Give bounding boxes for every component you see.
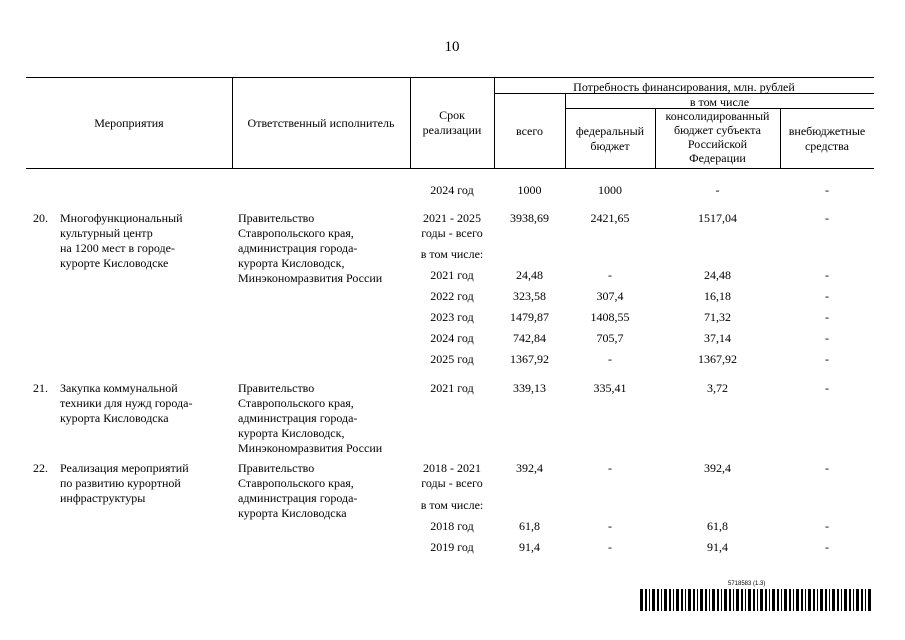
barcode-bar xyxy=(741,589,743,611)
cell-federal: - xyxy=(608,540,612,554)
header-term-1: Срок xyxy=(439,108,465,122)
cell-extra: - xyxy=(825,461,829,475)
barcode-bar xyxy=(781,589,782,611)
item-number: 20. xyxy=(33,211,48,225)
barcode xyxy=(640,589,875,611)
item-name-line: Закупка коммунальной xyxy=(60,381,178,395)
header-federal-1: федеральный xyxy=(575,124,645,138)
barcode-bar xyxy=(789,589,791,611)
barcode-bar xyxy=(849,589,851,611)
cell-extra: - xyxy=(825,519,829,533)
page-number: 10 xyxy=(444,39,460,55)
barcode-bar xyxy=(664,589,667,611)
barcode-bar xyxy=(832,589,835,611)
executor-line: Правительство xyxy=(238,381,315,395)
item-number: 21. xyxy=(33,381,48,395)
barcode-bar xyxy=(736,589,739,611)
barcode-bar xyxy=(673,589,674,611)
cell-year: 2023 год xyxy=(430,310,474,324)
barcode-bar xyxy=(829,589,830,611)
cell-total: 3938,69 xyxy=(510,211,549,225)
cell-year: 2024 год xyxy=(430,331,474,345)
barcode-bar xyxy=(808,589,811,611)
barcode-bar xyxy=(825,589,827,611)
barcode-bar xyxy=(861,589,863,611)
header-consolidated-1: консолидированный xyxy=(665,109,770,123)
executor-line: Минэкономразвития России xyxy=(238,441,383,455)
barcode-bar xyxy=(757,589,758,611)
barcode-bar xyxy=(772,589,775,611)
barcode-bar xyxy=(685,589,686,611)
executor-line: администрация города- xyxy=(238,411,358,425)
cell-consolidated: 91,4 xyxy=(707,540,728,554)
cell-federal: - xyxy=(608,268,612,282)
header-consolidated-3: Российской xyxy=(687,137,748,151)
header-total: всего xyxy=(515,124,544,138)
barcode-bar xyxy=(801,589,803,611)
cell-extra: - xyxy=(825,289,829,303)
cell-consolidated: 61,8 xyxy=(707,519,728,533)
item-name-line: Реализация мероприятий xyxy=(60,461,189,475)
cell-consolidated: 1367,92 xyxy=(698,352,737,366)
executor-line: Ставропольского края, xyxy=(238,396,354,410)
executor-line: администрация города- xyxy=(238,491,358,505)
barcode-bar xyxy=(844,589,847,611)
cell-consolidated: 24,48 xyxy=(704,268,731,282)
cell-federal: - xyxy=(608,519,612,533)
cell-total: 91,4 xyxy=(519,540,540,554)
barcode-bar xyxy=(676,589,679,611)
cell-extra: - xyxy=(825,331,829,345)
barcode-label: 5718583 (1.3) xyxy=(728,581,766,587)
cell-consolidated: 16,18 xyxy=(704,289,731,303)
cell-consolidated: 1517,04 xyxy=(698,211,737,225)
barcode-bar xyxy=(645,589,647,611)
cell-year: 2018 год xyxy=(430,519,474,533)
including-label: в том числе: xyxy=(420,498,484,512)
barcode-bar xyxy=(841,589,842,611)
barcode-bar xyxy=(765,589,767,611)
including-label: в том числе: xyxy=(420,247,484,261)
barcode-bar xyxy=(729,589,731,611)
cell-total: 61,8 xyxy=(519,519,540,533)
barcode-bar xyxy=(724,589,727,611)
barcode-bar xyxy=(700,589,703,611)
barcode-bar xyxy=(760,589,763,611)
barcode-bar xyxy=(784,589,787,611)
cell-total: 392,4 xyxy=(516,461,543,475)
executor-line: Ставропольского края, xyxy=(238,226,354,240)
item-name-line: инфраструктуры xyxy=(60,491,146,505)
executor-line: курорта Кисловодска xyxy=(238,506,347,520)
period-line: 2021 - 2025 xyxy=(423,211,481,225)
barcode-bar xyxy=(681,589,683,611)
barcode-bar xyxy=(661,589,662,611)
cell-federal: 335,41 xyxy=(593,381,627,395)
item-name-line: курорте Кисловодске xyxy=(60,256,169,270)
cell-federal: 705,7 xyxy=(596,331,624,345)
cell-year: 2019 год xyxy=(430,540,474,554)
executor-line: Правительство xyxy=(238,211,315,225)
barcode-bar xyxy=(769,589,770,611)
cell-consolidated: 71,32 xyxy=(704,310,731,324)
cell-extra: - xyxy=(825,183,829,197)
barcode-bar xyxy=(705,589,707,611)
cell-extra: - xyxy=(825,211,829,225)
item-number: 22. xyxy=(33,461,48,475)
barcode-bar xyxy=(717,589,719,611)
header-extrabudget-1: внебюджетные xyxy=(788,124,866,138)
barcode-bar xyxy=(693,589,695,611)
cell-federal: 1000 xyxy=(598,183,622,197)
cell-year: 2025 год xyxy=(430,352,474,366)
header-funding-title: Потребность финансирования, млн. рублей xyxy=(573,80,795,94)
barcode-bar xyxy=(688,589,691,611)
item-name-line: по развитию курортной xyxy=(60,476,181,490)
barcode-bar xyxy=(820,589,823,611)
cell-extra: - xyxy=(825,268,829,282)
cell-federal: - xyxy=(608,352,612,366)
barcode-bar xyxy=(796,589,799,611)
header-consolidated-4: Федерации xyxy=(689,151,746,165)
item-name-line: курорта Кисловодска xyxy=(60,411,169,425)
cell-consolidated: - xyxy=(715,183,720,197)
executor-line: Минэкономразвития России xyxy=(238,271,383,285)
cell-extra: - xyxy=(825,381,829,395)
cell-federal: 2421,65 xyxy=(590,211,630,225)
cell-total: 742,84 xyxy=(513,331,546,345)
cell-year: 2022 год xyxy=(430,289,474,303)
header-executor: Ответственный исполнитель xyxy=(247,116,395,130)
item-name-line: Многофункциональный xyxy=(60,211,183,225)
cell-total: 24,48 xyxy=(516,268,543,282)
barcode-bar xyxy=(712,589,715,611)
barcode-bar xyxy=(640,589,643,611)
barcode-bar xyxy=(805,589,806,611)
header-extrabudget-2: средства xyxy=(804,139,849,153)
header-consolidated-2: бюджет субъекта xyxy=(673,123,761,137)
item-name-line: культурный центр xyxy=(60,226,153,240)
item-name-line: техники для нужд города- xyxy=(60,396,193,410)
barcode-bar xyxy=(657,589,659,611)
barcode-bar xyxy=(837,589,839,611)
barcode-bar xyxy=(721,589,722,611)
cell-total: 1000 xyxy=(517,183,542,197)
cell-total: 323,58 xyxy=(513,289,546,303)
cell-extra: - xyxy=(825,352,829,366)
executor-line: курорта Кисловодск, xyxy=(238,256,345,270)
cell-federal: 307,4 xyxy=(596,289,624,303)
cell-total: 339,13 xyxy=(513,381,546,395)
barcode-bar xyxy=(697,589,698,611)
barcode-bar xyxy=(813,589,815,611)
header-federal-2: бюджет xyxy=(590,139,630,153)
executor-line: администрация города- xyxy=(238,241,358,255)
period-line: годы - всего xyxy=(421,226,483,240)
executor-line: курорта Кисловодск, xyxy=(238,426,345,440)
barcode-bar xyxy=(669,589,671,611)
cell-consolidated: 37,14 xyxy=(704,331,731,345)
cell-consolidated: 392,4 xyxy=(704,461,731,475)
barcode-bar xyxy=(868,589,871,611)
barcode-bar xyxy=(649,589,650,611)
cell-extra: - xyxy=(825,310,829,324)
cell-extra: - xyxy=(825,540,829,554)
barcode-bar xyxy=(745,589,746,611)
cell-total: 1367,92 xyxy=(510,352,549,366)
cell-year: 2021 год xyxy=(430,268,474,282)
barcode-bar xyxy=(777,589,779,611)
cell-year: 2021 год xyxy=(430,381,474,395)
header-activities: Мероприятия xyxy=(94,116,164,130)
cell-year: 2024 год xyxy=(430,183,474,197)
item-name-line: на 1200 мест в городе- xyxy=(60,241,175,255)
table-top-border xyxy=(26,77,874,78)
barcode-bar xyxy=(748,589,751,611)
period-line: годы - всего xyxy=(421,476,483,490)
cell-total: 1479,87 xyxy=(510,310,549,324)
cell-consolidated: 3,72 xyxy=(707,381,728,395)
header-including: в том числе xyxy=(689,95,750,109)
barcode-bar xyxy=(793,589,794,611)
header-bottom-border xyxy=(26,168,874,169)
barcode-bar xyxy=(709,589,710,611)
barcode-bar xyxy=(817,589,818,611)
barcode-bar xyxy=(652,589,655,611)
barcode-bar xyxy=(753,589,755,611)
cell-federal: 1408,55 xyxy=(590,310,630,324)
header-term-2: реализации xyxy=(422,123,482,137)
barcode-bar xyxy=(856,589,859,611)
executor-line: Ставропольского края, xyxy=(238,476,354,490)
executor-line: Правительство xyxy=(238,461,315,475)
barcode-bar xyxy=(853,589,854,611)
cell-federal: - xyxy=(608,461,612,475)
period-line: 2018 - 2021 xyxy=(423,461,481,475)
barcode-bar xyxy=(865,589,866,611)
barcode-bar xyxy=(733,589,734,611)
